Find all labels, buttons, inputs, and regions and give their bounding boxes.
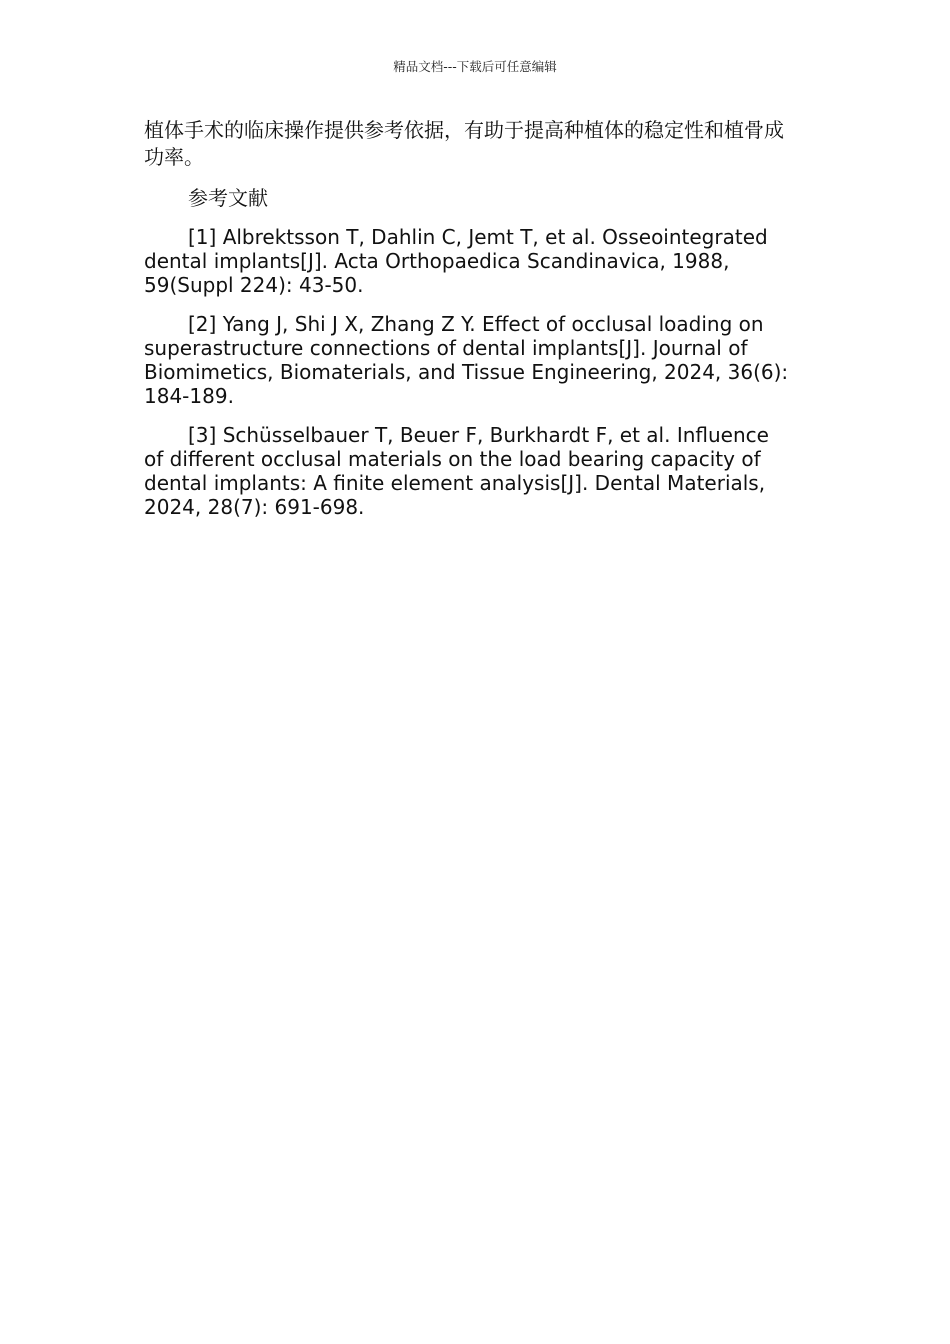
reference-item-3: [3] Schüsselbauer T, Beuer F, Burkhardt F, et al. Influence of different occlusal materials on the load bearing capacity of dental implants: A finite element analysis[J]. Dental Materials, 2024, 28(7): 691-698. [144,423,769,519]
document-body [144,117,794,534]
reference-item-2: [2] Yang J, Shi J X, Zhang Z Y. Effect of occlusal loading on superastructure connections of dental implants[J]. Journal of Biomimetics, Biomaterials, and Tissue Engineering, 2024, 36(6): 184-189. [144,312,789,408]
page-header: 精品文档---下载后可任意编辑 [393,59,557,74]
body-paragraph: 植体手术的临床操作提供参考依据，有助于提高种植体的稳定性和植骨成功率。 [144,118,784,169]
reference-item-1: [1] Albrektsson T, Dahlin C, Jemt T, et al. Osseointegrated dental implants[J]. Acta Orthopaedica Scandinavica, 1988, 59(Suppl 224): 43-50. [144,225,768,297]
references-heading: 参考文献 [188,186,268,210]
